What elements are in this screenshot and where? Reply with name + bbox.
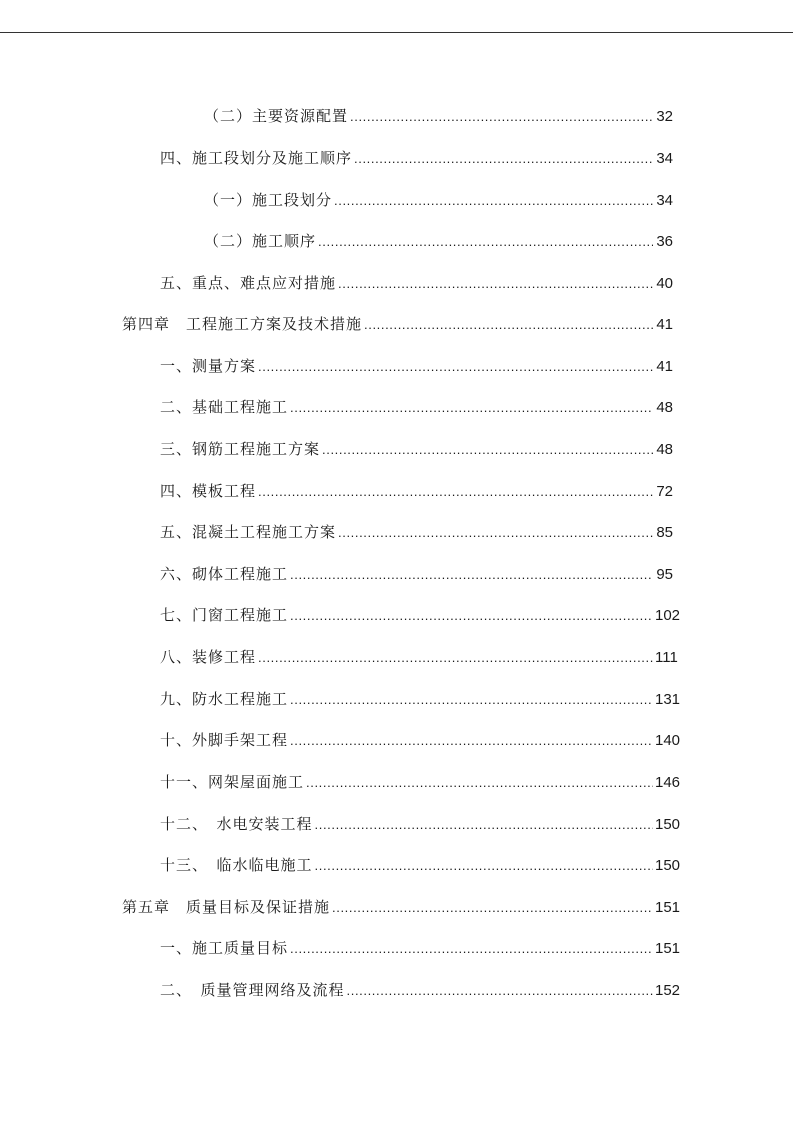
toc-entry[interactable] (160, 562, 673, 586)
toc-entry[interactable] (160, 520, 673, 544)
dot-leader (338, 521, 653, 545)
header-rule (0, 32, 793, 33)
toc-entry-page: 95 (656, 566, 673, 583)
dot-leader (350, 105, 653, 129)
toc-entry-label: 一、测量方案 (160, 357, 257, 375)
toc-entry[interactable] (160, 146, 673, 170)
toc-entry-page: 150 (655, 816, 681, 833)
toc-entry[interactable] (160, 271, 673, 295)
toc-entry-page: 152 (655, 982, 681, 999)
toc-entry-label: 十一、网架屋面施工 (160, 773, 305, 791)
dot-leader (290, 604, 653, 628)
dot-leader (306, 771, 653, 795)
dot-leader (290, 937, 653, 961)
toc-entry-label: 五、混凝土工程施工方案 (160, 523, 337, 541)
toc-entry-label: 八、装修工程 (160, 648, 257, 666)
toc-entry-label: （二）施工顺序 (204, 232, 317, 250)
toc-entry[interactable] (160, 728, 681, 752)
dot-leader (332, 896, 653, 920)
toc-entry[interactable] (160, 853, 681, 877)
dot-leader (315, 854, 653, 878)
toc-entry-label: 九、防水工程施工 (160, 690, 289, 708)
dot-leader (322, 438, 653, 462)
toc-entry-label: 七、门窗工程施工 (160, 606, 289, 624)
toc-entry-label: 六、砌体工程施工 (160, 565, 289, 583)
toc-entry[interactable] (204, 188, 673, 212)
toc-entry-page: 40 (656, 275, 673, 292)
toc-entry-page: 48 (656, 441, 673, 458)
toc-entry-label: 二、 质量管理网络及流程 (160, 981, 345, 999)
toc-entry-label: 三、钢筋工程施工方案 (160, 440, 321, 458)
toc-entry[interactable] (160, 354, 673, 378)
toc-entry-page: 48 (656, 399, 673, 416)
toc-entry-label: 四、模板工程 (160, 482, 257, 500)
toc-entry-page: 72 (656, 483, 673, 500)
dot-leader (290, 688, 653, 712)
dot-leader (315, 813, 653, 837)
toc-entry-page: 146 (655, 774, 681, 791)
dot-leader (258, 646, 653, 670)
toc-entry-page: 32 (656, 108, 673, 125)
dot-leader (258, 480, 653, 504)
toc-entry-page: 111 (655, 649, 678, 666)
toc-entry-page: 85 (656, 524, 673, 541)
toc-entry-label: 十三、 临水临电施工 (160, 856, 313, 874)
toc-entry-page: 151 (655, 899, 681, 916)
dot-leader (334, 189, 653, 213)
toc-entry-label: 十二、 水电安装工程 (160, 815, 313, 833)
toc-entry[interactable] (160, 603, 681, 627)
toc-entry-label: 第四章 工程施工方案及技术措施 (122, 315, 363, 333)
toc-entry-page: 36 (656, 233, 673, 250)
toc-entry-label: 四、施工段划分及施工顺序 (160, 149, 353, 167)
toc-entry[interactable] (204, 229, 673, 253)
toc-entry-label: 第五章 质量目标及保证措施 (122, 898, 331, 916)
toc-entry[interactable] (122, 312, 673, 336)
toc-entry-page: 41 (656, 358, 673, 375)
dot-leader (318, 230, 653, 254)
toc-entry[interactable] (160, 395, 673, 419)
toc-entry-label: （二）主要资源配置 (204, 107, 349, 125)
toc-entry-page: 151 (655, 940, 681, 957)
toc-entry-page: 34 (656, 150, 673, 167)
toc-entry-page: 140 (655, 732, 681, 749)
toc-entry-label: 十、外脚手架工程 (160, 731, 289, 749)
toc-entry[interactable] (160, 770, 681, 794)
toc-entry-page: 102 (655, 607, 681, 624)
dot-leader (258, 355, 653, 379)
dot-leader (290, 563, 653, 587)
toc-entry[interactable] (160, 645, 678, 669)
dot-leader (354, 147, 653, 171)
toc-entry[interactable] (160, 936, 681, 960)
toc-entry-label: （一）施工段划分 (204, 191, 333, 209)
toc-entry-page: 41 (656, 316, 673, 333)
toc-entry-label: 五、重点、难点应对措施 (160, 274, 337, 292)
toc-entry[interactable] (160, 978, 681, 1002)
toc-entry-label: 二、基础工程施工 (160, 398, 289, 416)
dot-leader (290, 729, 653, 753)
dot-leader (347, 979, 653, 1003)
toc-entry-page: 131 (655, 691, 681, 708)
toc-entry-page: 150 (655, 857, 681, 874)
dot-leader (290, 396, 653, 420)
toc-entry[interactable] (160, 437, 673, 461)
dot-leader (338, 272, 653, 296)
toc-entry-page: 34 (656, 192, 673, 209)
toc-entry[interactable] (204, 104, 673, 128)
toc-entry[interactable] (160, 687, 681, 711)
toc-entry[interactable] (160, 812, 681, 836)
dot-leader (364, 313, 653, 337)
toc-entry[interactable] (122, 895, 681, 919)
toc-entry[interactable] (160, 479, 673, 503)
toc-entry-label: 一、施工质量目标 (160, 939, 289, 957)
